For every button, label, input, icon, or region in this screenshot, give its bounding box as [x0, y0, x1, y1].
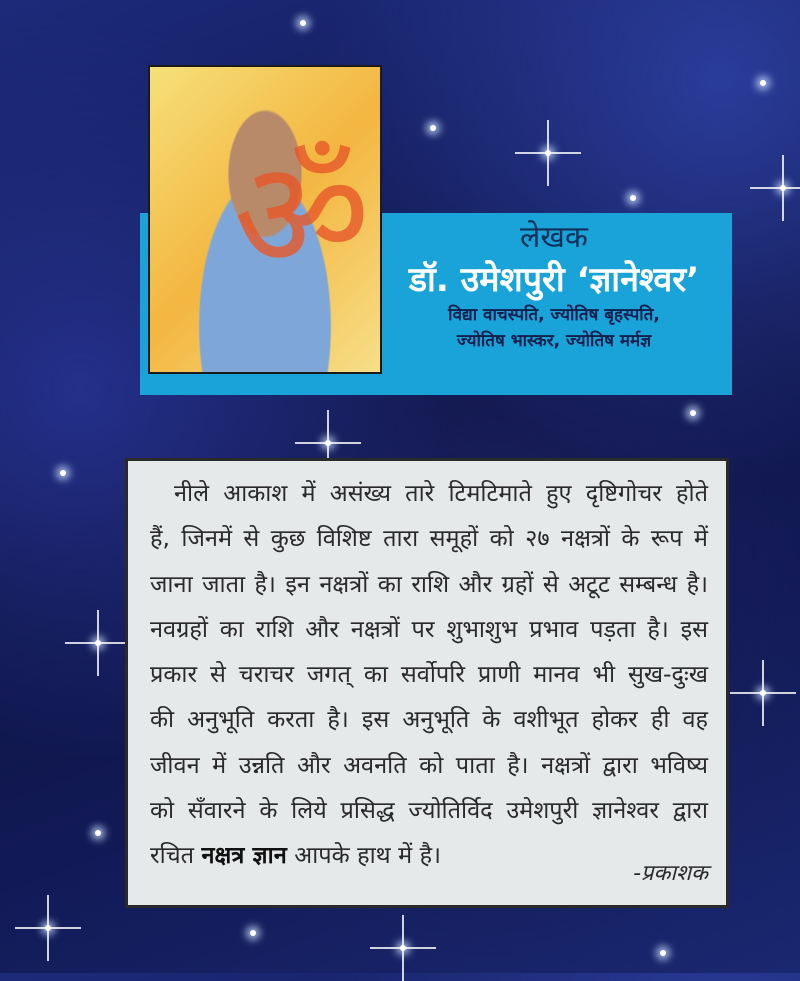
author-info: [380, 218, 728, 354]
blurb-text: रचित: [150, 841, 202, 870]
blurb-line: हैं, जिनमें से कुछ विशिष्ट तारा समूहों को २७ नक्षत्रों के रूप में: [150, 524, 708, 553]
blurb-line: जीवन में उन्नति और अवनति को पाता है। नक्षत्रों द्वारा भविष्य: [150, 750, 708, 779]
star-icon: [300, 20, 306, 26]
star-icon: [690, 410, 696, 416]
star-icon: [60, 470, 66, 476]
star-icon: [95, 830, 101, 836]
star-icon: [630, 195, 636, 201]
star-icon: [660, 950, 666, 956]
book-title: नक्षत्र ज्ञान: [201, 841, 287, 870]
blurb-line-last: [150, 833, 708, 878]
star-icon: [95, 640, 101, 646]
blurb-line: प्रकार से चराचर जगत् का सर्वोपरि प्राणी मानव भी सुख-दुःख: [150, 660, 708, 689]
blurb-text: आपके हाथ में है।: [286, 841, 442, 870]
blurb-line: जाना जाता है। इन नक्षत्रों का राशि और ग्रहों से अटूट सम्बन्ध है।: [150, 569, 708, 598]
star-icon: [325, 440, 331, 446]
blurb-line: को सँवारने के लिये प्रसिद्ध ज्योतिर्विद उमेशपुरी ज्ञानेश्वर द्वारा: [150, 796, 708, 825]
author-photo: [148, 65, 382, 374]
star-icon: [760, 80, 766, 86]
om-symbol-icon: ॐ: [233, 129, 370, 303]
publisher-signature: -प्रकाशक: [633, 861, 708, 886]
star-icon: [45, 925, 51, 931]
blurb-line: की अनुभूति करता है। इस अनुभूति के वशीभूत होकर ही वह: [150, 705, 708, 734]
star-icon: [760, 690, 766, 696]
blurb-line: नवग्रहों का राशि और नक्षत्रों पर शुभाशुभ प्रभाव पड़ता है। इस: [150, 614, 708, 643]
blurb-box: [125, 458, 729, 908]
star-icon: [250, 930, 256, 936]
star-icon: [430, 125, 436, 131]
star-icon: [545, 150, 551, 156]
author-titles-line-1: विद्या वाचस्पति, ज्योतिष बृहस्पति,: [448, 305, 660, 325]
author-titles-line-2: ज्योतिष भास्कर, ज्योतिष मर्मज्ञ: [456, 331, 652, 351]
star-icon: [780, 185, 786, 191]
author-name: डॉ. उमेशपुरी ‘ज्ञानेश्वर’: [408, 260, 700, 300]
author-label: लेखक: [520, 220, 588, 255]
blurb-line: नीले आकाश में असंख्य तारे टिमटिमाते हुए दृष्टिगोचर होते: [174, 479, 708, 507]
star-icon: [400, 945, 406, 951]
